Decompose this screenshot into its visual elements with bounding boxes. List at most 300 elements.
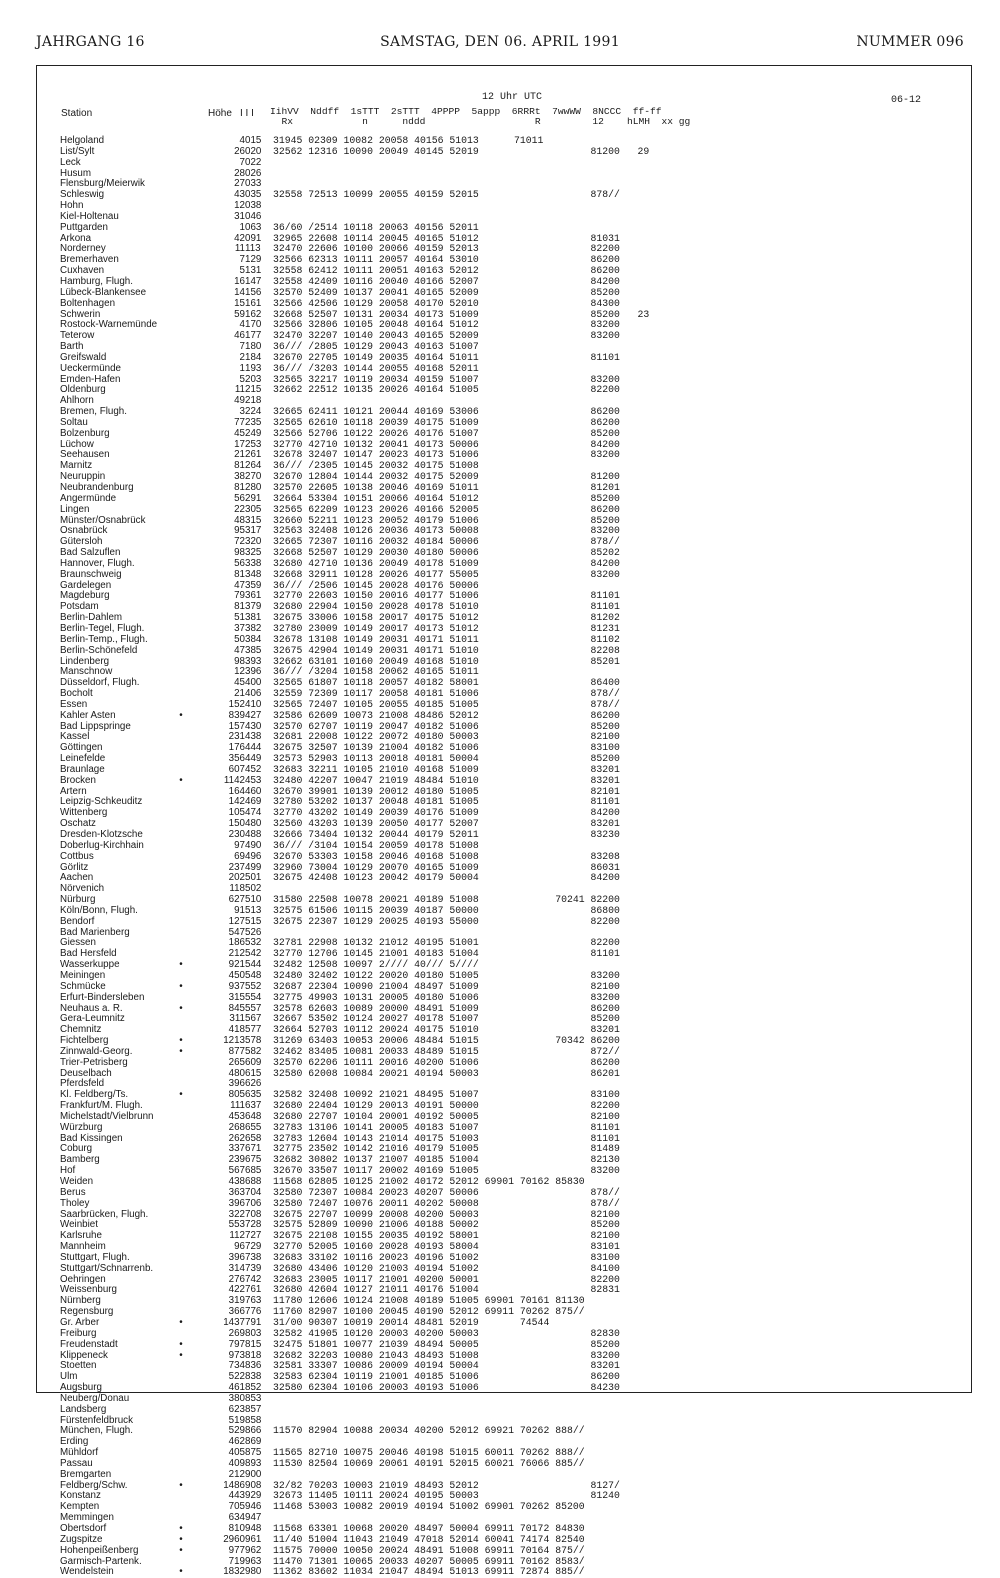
station-elevation: 1832 — [223, 1566, 245, 1578]
station-name: Wendelstein — [60, 1566, 114, 1578]
station-name: Meiningen — [60, 969, 106, 981]
station-number: 637 — [245, 1100, 262, 1112]
station-name: Angermünde — [60, 492, 117, 504]
station-number: 203 — [245, 373, 262, 385]
station-number: 400 — [245, 677, 262, 689]
station-number: 582 — [245, 1045, 262, 1057]
observation-groups: 32662 63101 10160 20049 40168 51010 85201 — [273, 655, 620, 667]
station-name: Lingen — [60, 503, 90, 515]
observation-groups: 32668 52507 10129 20030 40180 50006 85202 — [273, 547, 620, 559]
station-elevation: 202 — [228, 872, 245, 884]
station-number: 170 — [245, 319, 262, 331]
station-elevation: 450 — [228, 969, 245, 981]
station-name: Emden-Hafen — [60, 373, 121, 385]
mountain-station-marker: • — [179, 709, 183, 721]
observation-groups: 32480 42207 10047 21019 48484 51010 83201 — [273, 774, 620, 786]
observation-groups: 32566 52706 10122 20026 40176 51007 85200 — [273, 427, 620, 439]
station-elevation: 142 — [228, 796, 245, 808]
station-name: Karlsruhe — [60, 1230, 102, 1242]
station-elevation: 937 — [228, 980, 245, 992]
table-row — [60, 1481, 760, 1492]
table-row — [60, 1437, 760, 1448]
station-name: Mühldorf — [60, 1447, 99, 1459]
station-elevation: 186 — [228, 937, 245, 949]
station-number: 815 — [245, 1338, 262, 1350]
table-row — [60, 1394, 760, 1405]
table-row — [60, 917, 760, 928]
station-name: Lindenberg — [60, 655, 110, 667]
station-number: 635 — [245, 1089, 262, 1101]
station-elevation: 50 — [234, 633, 245, 645]
observation-groups: 32770 12706 10145 21001 40183 51004 81101 — [273, 948, 620, 960]
station-name: Brocken — [60, 774, 96, 786]
station-elevation: 81 — [234, 568, 245, 580]
station-name: Kiel-Holtenau — [60, 210, 119, 222]
station-name: Cuxhaven — [60, 265, 105, 277]
station-name: Weiden — [60, 1176, 94, 1187]
station-name: Wittenberg — [60, 807, 108, 819]
table-row — [60, 505, 760, 516]
table-row — [60, 201, 760, 212]
date-label: SAMSTAG, DEN 06. APRIL 1991 — [380, 34, 620, 50]
station-number: 393 — [245, 655, 262, 667]
station-elevation: 3 — [239, 406, 245, 418]
station-name: Zugspitze — [60, 1533, 103, 1545]
station-number: 857 — [245, 1403, 262, 1415]
station-number: 499 — [245, 861, 262, 873]
station-elevation: 810 — [228, 1523, 245, 1534]
table-row — [60, 1524, 760, 1535]
station-elevation: 7 — [239, 341, 245, 353]
station-number: 490 — [245, 839, 262, 851]
observation-groups: 32580 72307 10084 20023 40207 50006 878// — [273, 1186, 620, 1198]
observation-groups: 32558 72513 10099 20055 40159 52015 878// — [273, 189, 620, 201]
station-name: Tholey — [60, 1197, 90, 1209]
station-number: 655 — [245, 1121, 262, 1133]
table-row — [60, 993, 760, 1004]
table-row — [60, 1502, 760, 1513]
table-row — [60, 1546, 760, 1557]
station-name: Trier-Petrisberg — [60, 1056, 128, 1068]
station-number: 063 — [245, 221, 262, 233]
station-elevation: 262 — [228, 1132, 245, 1144]
observation-groups: 32687 22304 10090 21004 48497 51009 82100 — [273, 980, 620, 992]
observation-groups: 11468 53003 10082 20019 40194 51002 69901 70262 85200 — [273, 1501, 585, 1513]
station-name: Köln/Bonn, Flugh. — [60, 904, 138, 916]
station-number: 567 — [245, 1013, 262, 1025]
station-elevation: 1 — [239, 362, 245, 374]
station-number: 704 — [245, 1186, 262, 1198]
station-number: 542 — [245, 948, 262, 960]
station-name: Leinefelde — [60, 753, 106, 765]
station-elevation: 239 — [228, 1154, 245, 1166]
table-row — [60, 169, 760, 180]
mountain-station-marker: • — [179, 959, 183, 971]
observation-groups: 32780 23009 10149 20017 40173 51012 81231 — [273, 622, 620, 634]
table-row — [60, 1383, 760, 1394]
station-number: 177 — [245, 330, 262, 342]
observation-groups: 11470 71301 10065 20033 40207 50005 69911 70162 8583/ — [273, 1555, 585, 1567]
observation-groups: 11565 82710 10075 20046 40198 51015 60011 70262 888// — [273, 1447, 585, 1459]
station-number: 184 — [245, 351, 262, 363]
station-name: Stuttgart, Flugh. — [60, 1251, 130, 1263]
station-name: Göttingen — [60, 742, 103, 754]
group-code-header: IihVV Nddff 1sTTT 2sTTT 4PPPP 5appp 6RRRt 7wwWW 8NCCC ff-ff — [270, 106, 662, 117]
observation-groups: 32470 32207 10140 20043 40165 52009 83200 — [273, 330, 620, 342]
station-elevation: 230 — [228, 829, 245, 840]
observation-groups: 32781 22908 10132 21012 40195 51001 82200 — [273, 937, 620, 949]
observation-groups: 32582 32408 10092 21021 48495 51007 83100 — [273, 1089, 620, 1101]
station-elevation: 231 — [228, 731, 245, 743]
station-name: Kahler Asten — [60, 709, 116, 721]
observation-groups: 32580 72407 10076 20011 40202 50008 878// — [273, 1197, 620, 1209]
station-name: Zinnwald-Georg. — [60, 1045, 133, 1057]
station-elevation: 7 — [239, 254, 245, 266]
table-row — [60, 1567, 760, 1578]
observation-groups: 32475 51801 10077 21039 48494 50005 85200 — [273, 1338, 620, 1350]
station-number: 858 — [245, 1414, 262, 1426]
station-elevation: 7 — [239, 156, 245, 168]
station-elevation: 4 — [239, 319, 245, 331]
station-elevation: 5 — [239, 373, 245, 385]
station-number: 738 — [245, 1251, 262, 1263]
station-elevation: 607 — [228, 763, 245, 775]
station-number: 359 — [245, 579, 262, 591]
station-elevation: 45 — [234, 427, 245, 439]
observation-groups: 32573 52903 10113 20018 40181 50004 85200 — [273, 753, 620, 765]
station-number: 961 — [245, 1533, 262, 1545]
station-elevation: 269 — [228, 1327, 245, 1339]
station-number: 544 — [245, 959, 262, 971]
station-name: Bad Lippspringe — [60, 720, 131, 732]
observation-groups: 32580 62304 10106 20003 40193 51006 84230 — [273, 1382, 620, 1394]
station-number: 253 — [245, 438, 262, 450]
station-name: Lüchow — [60, 438, 94, 450]
period-label: 06-12 — [891, 95, 922, 106]
station-name: Leipzig-Schkeuditz — [60, 796, 143, 808]
station-name: Michelstadt/Vielbrunn — [60, 1110, 154, 1122]
observation-groups: 11760 82907 10100 20045 40190 52012 69911 70262 875// — [273, 1306, 585, 1318]
station-number: 929 — [245, 1490, 262, 1502]
station-number: 091 — [245, 232, 262, 244]
station-elevation: 1142 — [223, 774, 245, 786]
station-name: Doberlug-Kirchhain — [60, 839, 144, 851]
station-elevation: 72 — [234, 536, 245, 548]
observation-groups: 32680 43406 10120 21003 40194 51002 84100 — [273, 1262, 620, 1274]
station-elevation: 105 — [228, 807, 245, 819]
station-number: 235 — [245, 416, 262, 428]
station-name: Gr. Arber — [60, 1316, 100, 1328]
station-name: Berlin-Tegel, Flugh. — [60, 622, 145, 634]
station-elevation: 11 — [234, 384, 245, 396]
station-elevation: 268 — [228, 1121, 245, 1133]
station-name: Nürnberg — [60, 1295, 101, 1307]
station-elevation: 405 — [228, 1447, 245, 1459]
station-elevation: 152 — [228, 698, 245, 710]
observation-groups: 32770 52005 10160 20028 40193 58004 83101 — [273, 1241, 620, 1253]
observation-groups: 32570 62206 10111 20016 40200 51006 86200 — [273, 1056, 620, 1068]
station-elevation: 314 — [228, 1262, 245, 1274]
station-name: Hohenpeißenberg — [60, 1544, 139, 1556]
station-name: Coburg — [60, 1143, 93, 1155]
observation-groups: 32675 42408 10123 20042 40179 50004 84200 — [273, 872, 620, 884]
station-name: Feldberg/Schw. — [60, 1479, 128, 1491]
mountain-station-marker: • — [179, 1089, 183, 1101]
mountain-station-marker: • — [179, 1479, 183, 1491]
mountain-station-marker: • — [179, 1566, 183, 1578]
mountain-station-marker: • — [179, 980, 183, 992]
station-elevation: 37 — [234, 622, 245, 634]
station-elevation: 973 — [228, 1349, 245, 1361]
observation-groups: 32675 32507 10139 21004 40182 51006 83100 — [273, 742, 620, 754]
observation-groups: 32780 53202 10137 20048 40181 51005 81101 — [273, 796, 620, 808]
station-number: 131 — [245, 265, 262, 277]
station-number: 460 — [245, 785, 262, 797]
station-number: 474 — [245, 807, 262, 819]
station-number: 038 — [245, 200, 262, 212]
observation-groups: 32675 22307 10129 20025 40193 55000 82200 — [273, 915, 620, 927]
volume-label: JAHRGANG 16 — [36, 34, 145, 50]
station-name: Bad Marienberg — [60, 926, 130, 938]
station-name: Klippeneck — [60, 1349, 108, 1361]
station-name: Manschnow — [60, 666, 113, 678]
station-number: 224 — [245, 406, 262, 418]
station-number: 444 — [245, 742, 262, 754]
station-name: Gütersloh — [60, 536, 103, 548]
station-elevation: 22 — [234, 503, 245, 515]
station-elevation: 47 — [234, 579, 245, 591]
station-number: 015 — [245, 135, 262, 146]
station-name: Düsseldorf, Flugh. — [60, 677, 140, 689]
station-name: Garmisch-Partenk. — [60, 1555, 142, 1567]
table-row — [60, 1069, 760, 1080]
station-number: 818 — [245, 1349, 262, 1361]
station-elevation: 319 — [228, 1295, 245, 1307]
observation-groups: 32558 62412 10111 20051 40163 52012 86200 — [273, 265, 620, 277]
station-number: 548 — [245, 969, 262, 981]
station-name: Regensburg — [60, 1306, 114, 1318]
station-elevation: 311 — [229, 1013, 245, 1025]
observation-groups: 32559 72309 10117 20058 40181 51006 878// — [273, 688, 620, 700]
station-name: Oschatz — [60, 818, 96, 830]
station-elevation: 56 — [234, 557, 245, 569]
mountain-station-marker: • — [179, 1316, 183, 1328]
station-name: Weinbiet — [60, 1219, 98, 1231]
observation-groups: 31269 63403 10053 20006 48484 51015 70342 86200 — [273, 1035, 620, 1047]
station-number: 406 — [245, 688, 262, 700]
station-name: Stuttgart/Schnarrenb. — [60, 1262, 154, 1274]
station-name: Deuselbach — [60, 1067, 112, 1079]
observation-groups: 36/60 /2514 10118 20063 40156 52011 — [273, 221, 479, 233]
observation-groups: 32960 73004 10129 20070 40165 51009 86031 — [273, 861, 620, 873]
station-number: 510 — [245, 894, 262, 906]
observation-groups: 32673 11405 10111 20024 40195 50003 81240 — [273, 1490, 620, 1502]
table-row — [60, 1535, 760, 1546]
station-elevation: 111 — [230, 1100, 245, 1112]
station-elevation: 453 — [228, 1110, 245, 1122]
station-elevation: 567 — [228, 1165, 245, 1177]
station-number: 488 — [245, 829, 262, 840]
station-number: 626 — [245, 1078, 262, 1090]
mountain-station-marker: • — [179, 774, 183, 786]
station-elevation: 212 — [228, 948, 245, 960]
station-number: 706 — [245, 1197, 262, 1209]
station-name: Aachen — [60, 872, 94, 884]
station-number: 900 — [245, 1468, 262, 1480]
station-elevation: 2 — [239, 351, 245, 363]
station-name: Schleswig — [60, 189, 105, 201]
table-row — [60, 223, 760, 234]
station-elevation: 91 — [234, 904, 245, 916]
station-name: Hamburg, Flugh. — [60, 275, 133, 287]
station-name: Barth — [60, 341, 84, 353]
observation-groups: 32480 32402 10122 20020 40180 51005 83200 — [273, 969, 620, 981]
station-elevation: 98 — [234, 655, 245, 667]
station-number: 869 — [245, 1436, 262, 1448]
observation-groups: 11/40 51004 11043 21049 47018 52014 60041 74174 82540 — [273, 1533, 585, 1545]
observation-groups: 11530 82504 10069 20061 40191 52015 60021 76066 885// — [273, 1457, 585, 1469]
station-number: 557 — [245, 1002, 262, 1014]
station-name: Flensburg/Meierwik — [60, 178, 145, 190]
observation-groups: 32783 12604 10143 21014 40175 51003 81101 — [273, 1132, 620, 1144]
station-number: 980 — [245, 1566, 262, 1578]
station-number: 893 — [245, 1457, 262, 1469]
station-name: Berlin-Temp., Flugh. — [60, 633, 148, 645]
table-row — [60, 147, 760, 158]
station-name: Erding — [60, 1436, 89, 1448]
observation-groups: 32683 33102 10116 20023 40196 51002 83100 — [273, 1251, 620, 1263]
observation-groups: 32582 41905 10120 20003 40200 50003 82830 — [273, 1327, 620, 1339]
station-elevation: 396 — [228, 1251, 245, 1263]
station-name: Kempten — [60, 1501, 100, 1513]
station-elevation: 276 — [228, 1273, 245, 1285]
station-number: 866 — [245, 1425, 262, 1437]
observation-groups: 32668 52507 10131 20034 40173 51009 85200 23 — [273, 308, 650, 320]
station-elevation: 418 — [228, 1024, 245, 1036]
station-number: 026 — [245, 167, 262, 179]
station-number: 742 — [245, 1273, 262, 1285]
station-name: Obertsdorf — [60, 1523, 107, 1534]
observation-groups: 32681 22008 10122 20072 40180 50003 82100 — [273, 731, 620, 743]
observation-groups: 32566 42506 10129 20058 40170 52010 84300 — [273, 297, 620, 309]
table-row — [60, 429, 760, 440]
observation-groups: 36/// /3203 10144 20055 40168 52011 — [273, 362, 479, 374]
station-number: 161 — [245, 297, 262, 309]
station-number: 381 — [245, 612, 262, 624]
observation-groups: 32670 53303 10158 20046 40168 51008 83208 — [273, 850, 620, 862]
observation-groups: 36/// /3104 10154 20059 40178 51008 — [273, 839, 479, 851]
station-name: Freudenstadt — [60, 1338, 118, 1350]
station-number: 180 — [245, 341, 262, 353]
station-elevation: 719 — [228, 1555, 245, 1567]
station-name: Chemnitz — [60, 1024, 102, 1036]
station-column-header: Station — [61, 108, 93, 119]
observation-groups: 32565 62610 10118 20039 40175 51009 86200 — [273, 416, 620, 428]
station-elevation: 48 — [234, 514, 245, 526]
station-name: Stoetten — [60, 1360, 97, 1372]
observation-groups: 31/00 90307 10019 20014 48481 52019 74544 — [273, 1316, 550, 1328]
observation-groups: 32566 32806 10105 20048 40164 51012 83200 — [273, 319, 620, 331]
observation-groups: 32581 33307 10086 20009 40194 50004 83201 — [273, 1360, 620, 1372]
station-name: Essen — [60, 698, 88, 710]
station-elevation: 43 — [234, 189, 245, 201]
observation-groups: 11362 83602 11034 21047 48494 51013 69911 72874 885// — [273, 1566, 585, 1578]
station-elevation: 547 — [228, 926, 245, 938]
station-name: Neubrandenburg — [60, 482, 134, 493]
observation-groups: 32575 61506 10115 20039 40187 50000 86800 — [273, 904, 620, 916]
station-name: Hof — [60, 1165, 76, 1177]
station-number: 270 — [245, 471, 262, 483]
station-name: Rostock-Warnemünde — [60, 319, 158, 331]
station-elevation: 1 — [239, 221, 245, 233]
station-elevation: 734 — [228, 1360, 245, 1372]
station-name: Konstanz — [60, 1490, 101, 1502]
station-number: 947 — [245, 1512, 262, 1524]
observation-groups: 32660 52211 10123 20052 40179 51006 85200 — [273, 514, 620, 526]
observation-groups: 32570 52409 10137 20041 40165 52009 85200 — [273, 286, 620, 298]
station-name: Bad Salzuflen — [60, 547, 121, 559]
table-row — [60, 1470, 760, 1481]
station-name: Kassel — [60, 731, 90, 743]
observation-groups: 32575 52809 10090 21006 40188 50002 85200 — [273, 1219, 620, 1231]
table-row — [60, 776, 760, 787]
station-elevation: 409 — [228, 1457, 245, 1469]
observation-groups: 32682 30802 10137 21007 40185 51004 82130 — [273, 1154, 620, 1166]
observation-groups: 32668 32911 10128 20026 40177 55005 83200 — [273, 568, 620, 580]
station-number: 609 — [245, 1056, 262, 1068]
observation-groups: 32675 33006 10158 20017 40175 51012 81202 — [273, 612, 620, 624]
station-name: Lübeck-Blankensee — [60, 286, 147, 298]
mountain-station-marker: • — [179, 1523, 183, 1534]
station-number: 129 — [245, 254, 262, 266]
station-name: Potsdam — [60, 601, 99, 613]
station-name: Berlin-Schönefeld — [60, 644, 138, 656]
station-number: 838 — [245, 1371, 262, 1383]
observation-groups: 32965 22608 10114 20045 40165 51012 81031 — [273, 232, 620, 244]
station-name: Augsburg — [60, 1382, 102, 1394]
station-number: 671 — [245, 1143, 262, 1155]
station-number: 577 — [245, 1024, 262, 1036]
observation-groups: 11570 82904 10088 20034 40200 52012 69921 70262 888// — [273, 1425, 585, 1437]
mountain-station-marker: • — [179, 1002, 183, 1014]
station-name: Bolzenburg — [60, 427, 110, 439]
station-elevation: 315 — [228, 991, 245, 1003]
station-number: 658 — [245, 1132, 262, 1144]
station-elevation: 51 — [234, 612, 245, 624]
station-elevation: 438 — [228, 1176, 245, 1187]
observation-groups: 32675 22707 10099 20008 40200 50003 82100 — [273, 1208, 620, 1220]
observation-groups: 32665 62411 10121 20044 40169 53006 86200 — [273, 406, 620, 418]
table-row — [60, 364, 760, 375]
station-number: 384 — [245, 633, 262, 645]
observation-groups: 36/// /2305 10145 20032 40175 51008 — [273, 460, 479, 472]
station-elevation: 21 — [234, 449, 245, 461]
station-name: Freiburg — [60, 1327, 97, 1339]
observation-groups: 32586 62609 10073 21008 48486 52012 86200 — [273, 709, 620, 721]
station-elevation: 462 — [228, 1436, 245, 1448]
station-name: Schmücke — [60, 980, 106, 992]
station-name: Helgoland — [60, 135, 105, 146]
station-number: 739 — [245, 1262, 262, 1274]
station-name: Bremgarten — [60, 1468, 112, 1480]
station-elevation: 265 — [228, 1056, 245, 1068]
station-elevation: 805 — [228, 1089, 245, 1101]
station-name: Ahlhorn — [60, 395, 94, 407]
observation-groups: 32667 53502 10124 20027 40178 51007 85200 — [273, 1013, 620, 1025]
station-name: Wasserkuppe — [60, 959, 120, 971]
observation-groups: 11780 12606 10124 21008 40189 51005 69901 70161 81130 — [273, 1295, 585, 1307]
station-name: Norderney — [60, 243, 106, 255]
